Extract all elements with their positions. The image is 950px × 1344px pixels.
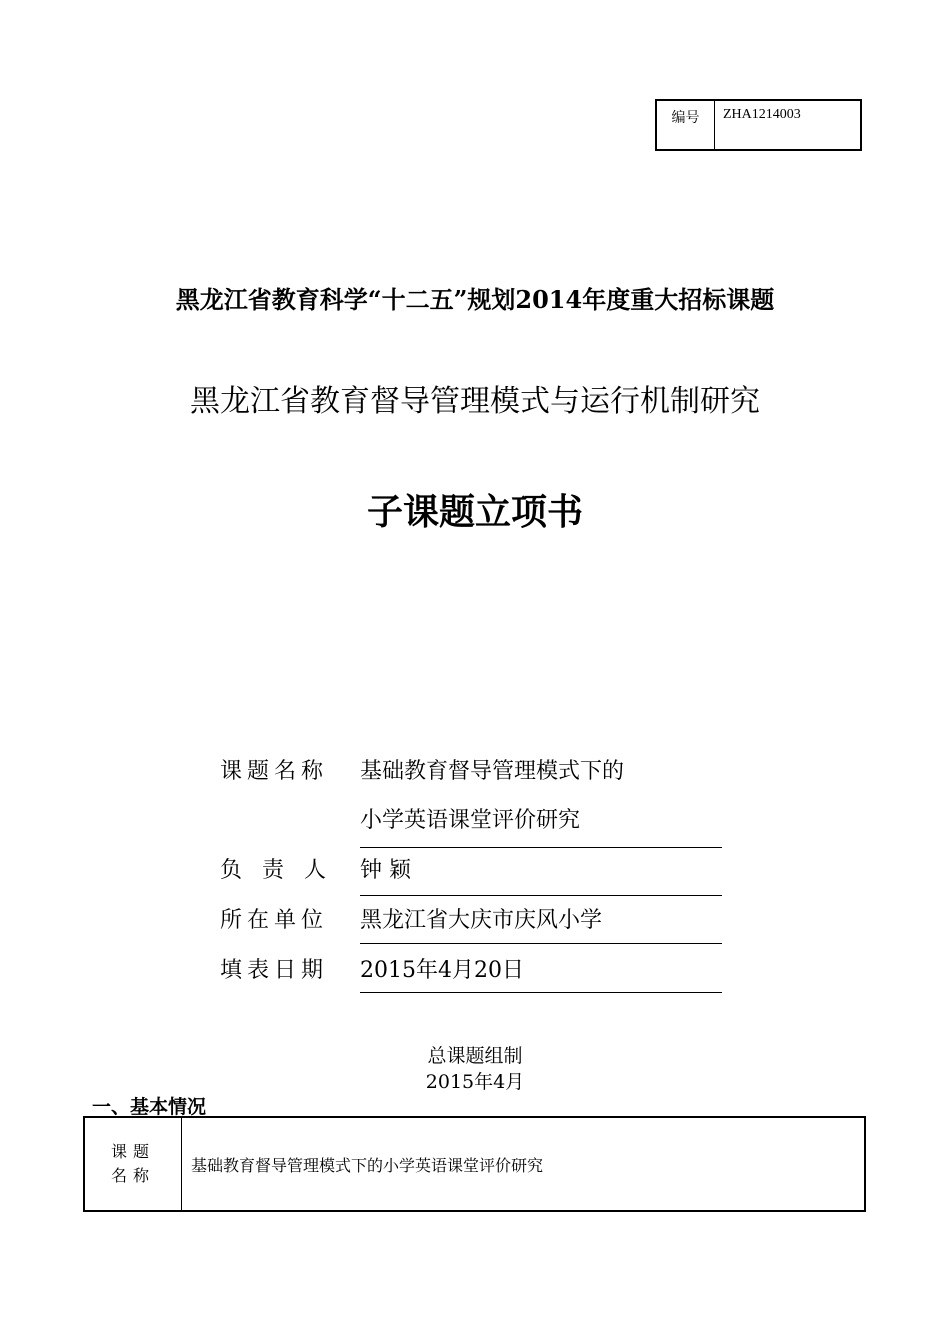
topic-value-line1: 基础教育督导管理模式下的 [360,759,625,784]
topic-value-line2: 小学英语课堂评价研究 [360,808,581,833]
serial-number-box [655,99,862,151]
basic-topic-label-line1: 课题 [110,1142,155,1161]
date-underline [360,992,722,993]
organizer-date: 2015年4月 [425,1071,525,1093]
basic-topic-value: 基础教育督导管理模式下的小学英语课堂评价研究 [191,1155,544,1175]
topic-underline [360,847,722,848]
organizer: 总课题组制 [427,1045,523,1067]
serial-number-value: ZHA1214003 [723,107,801,122]
leader-underline [360,895,722,896]
serial-number-label: 编号 [657,101,715,149]
unit-value: 黑龙江省大庆市庆风小学 [360,908,603,933]
unit-underline [360,943,722,944]
section-heading: 一、基本情况 [92,1096,207,1118]
basic-info-table [83,1116,866,1212]
program-title: 黑龙江省教育科学“十二五”规划2014年度重大招标课题 [175,285,775,314]
basic-topic-label-line2: 名称 [110,1166,155,1185]
date-value: 2015年4月20日 [360,958,524,983]
date-label: 填表日期 [220,958,329,983]
basic-topic-label [85,1118,182,1210]
document-title: 子课题立项书 [366,492,583,533]
unit-label: 所在单位 [220,908,329,933]
topic-label: 课题名称 [220,759,329,784]
leader-value: 钟 颖 [360,858,411,883]
project-title: 黑龙江省教育督导管理模式与运行机制研究 [190,384,760,419]
leader-label: 负责人 [220,858,347,883]
